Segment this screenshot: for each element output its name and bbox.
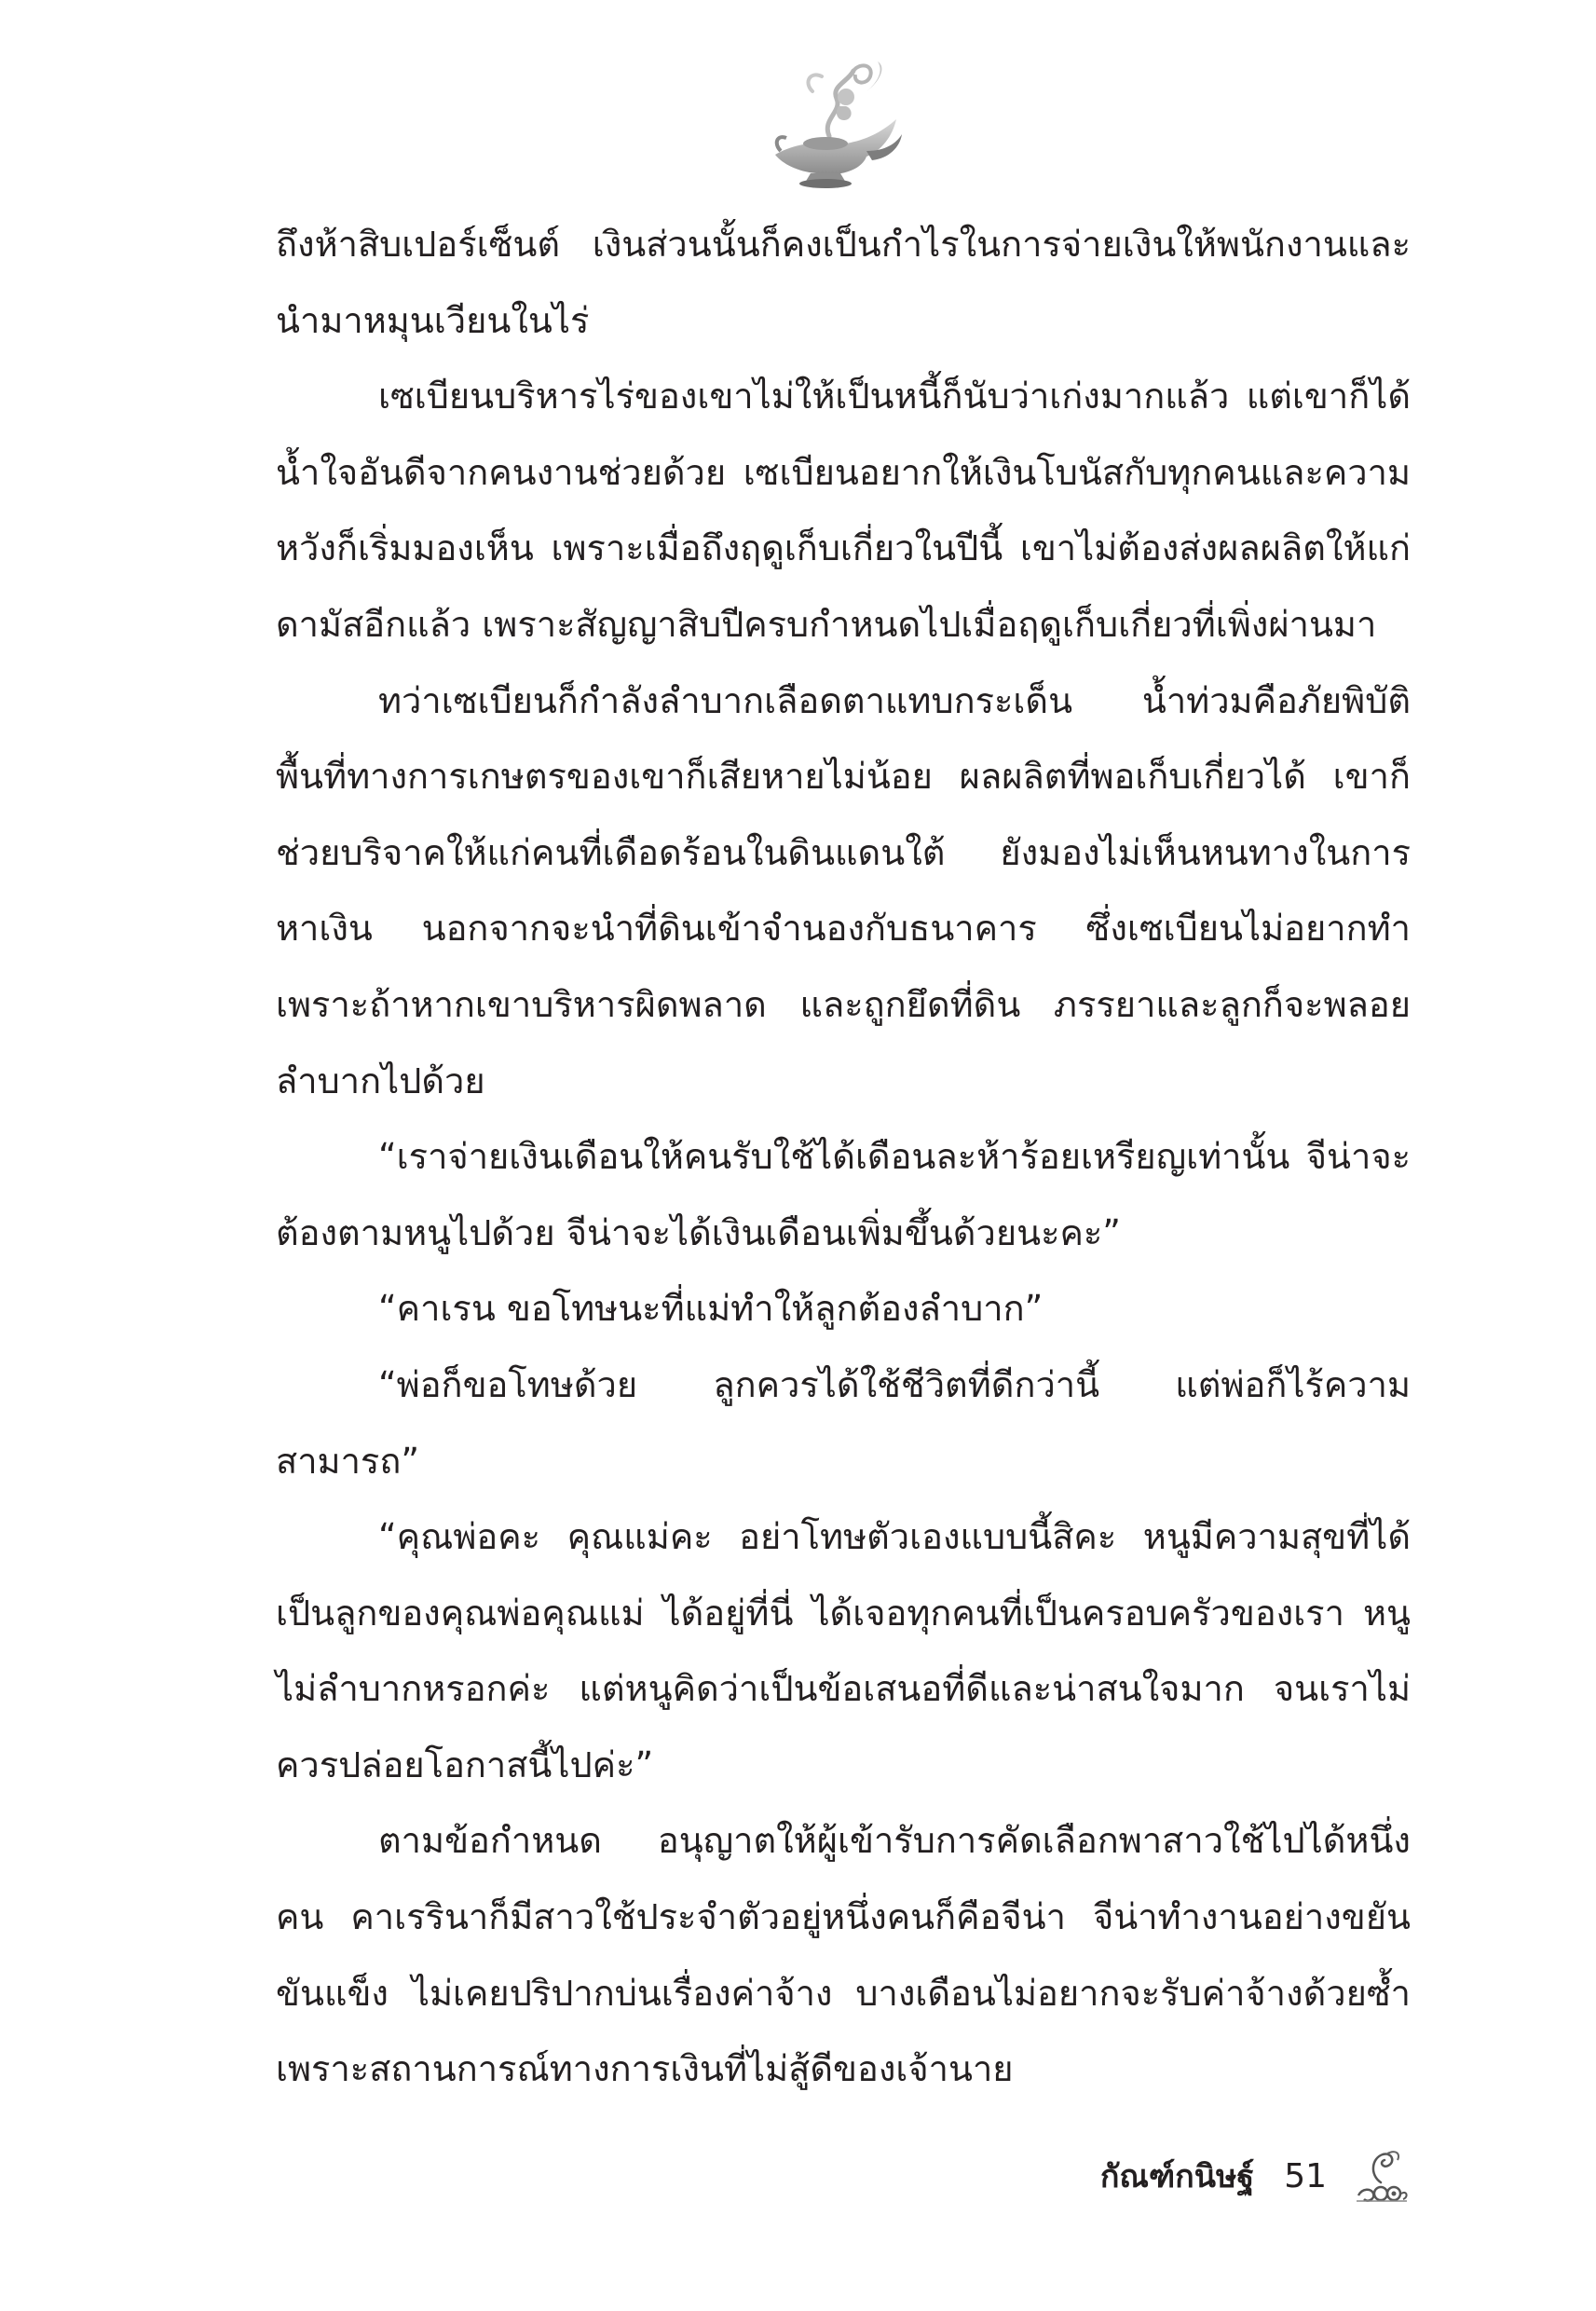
book-title: กัณฑ์กนิษฐ์ (1099, 2158, 1255, 2195)
paragraph: ตามข้อกำหนด อนุญาตให้ผู้เข้ารับการคัดเลือกพาสาวใช้ไปได้หนึ่งคน คาเรรินาก็มีสาวใช้ประจำตัวอยู่หนึ่งคนก็คือจีน่า จีน่าทำงานอย่างขยันขันแข็ง ไม่เคยปริปากบ่นเรื่องค่าจ้าง บางเดือนไม่อยากจะรับค่าจ้างด้วยซ้ำ เพราะสถานการณ์ทางการเงินที่ไม่สู้ดีของเจ้านาย (276, 1820, 1411, 2090)
paragraph: “เราจ่ายเงินเดือนให้คนรับใช้ได้เดือนละห้าร้อยเหรียญเท่านั้น จีน่าจะต้องตามหนูไปด้วย จีน่าจะได้เงินเดือนเพิ่มขึ้นด้วยนะคะ” (276, 1136, 1411, 1253)
paragraph: เซเบียนบริหารไร่ของเขาไม่ให้เป็นหนี้ก็นับว่าเก่งมากแล้ว แต่เขาก็ได้น้ำใจอันดีจากคนงานช่วยด้วย เซเบียนอยากให้เงินโบนัสกับทุกคนและความหวังก็เริ่มมองเห็น เพราะเมื่อถึงฤดูเก็บเกี่ยวในปีนี้ เขาไม่ต้องส่งผลผลิตให้แก่ดามัสอีกแล้ว เพราะสัญญาสิบปีครบกำหนดไปเมื่อฤดูเก็บเกี่ยวที่เพิ่งผ่านมา (276, 376, 1411, 645)
paragraph: “คุณพ่อคะ คุณแม่คะ อย่าโทษตัวเองแบบนี้สิคะ หนูมีความสุขที่ได้เป็นลูกของคุณพ่อคุณแม่ ได้อยู่ที่นี่ ได้เจอทุกคนที่เป็นครอบครัวของเรา หนูไม่ลำบากหรอกค่ะ แต่หนูคิดว่าเป็นข้อเสนอที่ดีและน่าสนใจมาก จนเราไม่ควรปล่อยโอกาสนี้ไปค่ะ” (276, 1516, 1411, 1785)
paragraph: “พ่อก็ขอโทษด้วย ลูกควรได้ใช้ชีวิตที่ดีกว่านี้ แต่พ่อก็ไร้ความสามารถ” (276, 1363, 1411, 1482)
genie-lamp-icon (757, 54, 915, 194)
page-number: 51 (1284, 2156, 1327, 2195)
paragraph: ถึงห้าสิบเปอร์เซ็นต์ เงินส่วนนั้นก็คงเป็นกำไรในการจ่ายเงินให้พนักงานและนำมาหมุนเวียนในไร่ (276, 224, 1411, 341)
flourish-icon (1349, 2145, 1414, 2207)
paragraph: ทว่าเซเบียนก็กำลังลำบากเลือดตาแทบกระเด็น น้ำท่วมคือภัยพิบัติ พื้นที่ทางการเกษตรของเขาก็เสียหายไม่น้อย ผลผลิตที่พอเก็บเกี่ยวได้ เขาก็ช่วยบริจาคให้แก่คนที่เดือดร้อนในดินแดนใต้ ยังมองไม่เห็นหนทางในการหาเงิน นอกจากจะนำที่ดินเข้าจำนองกับธนาคาร ซึ่งเซเบียนไม่อยากทำ เพราะถ้าหากเขาบริหารผิดพลาด และถูกยึดที่ดิน ภรรยาและลูกก็จะพลอยลำบากไปด้วย (276, 679, 1411, 1101)
page-body (276, 207, 1411, 2108)
paragraph: “คาเรน ขอโทษนะที่แม่ทำให้ลูกต้องลำบาก” (378, 1288, 1044, 1330)
page-footer (1100, 2148, 1414, 2204)
